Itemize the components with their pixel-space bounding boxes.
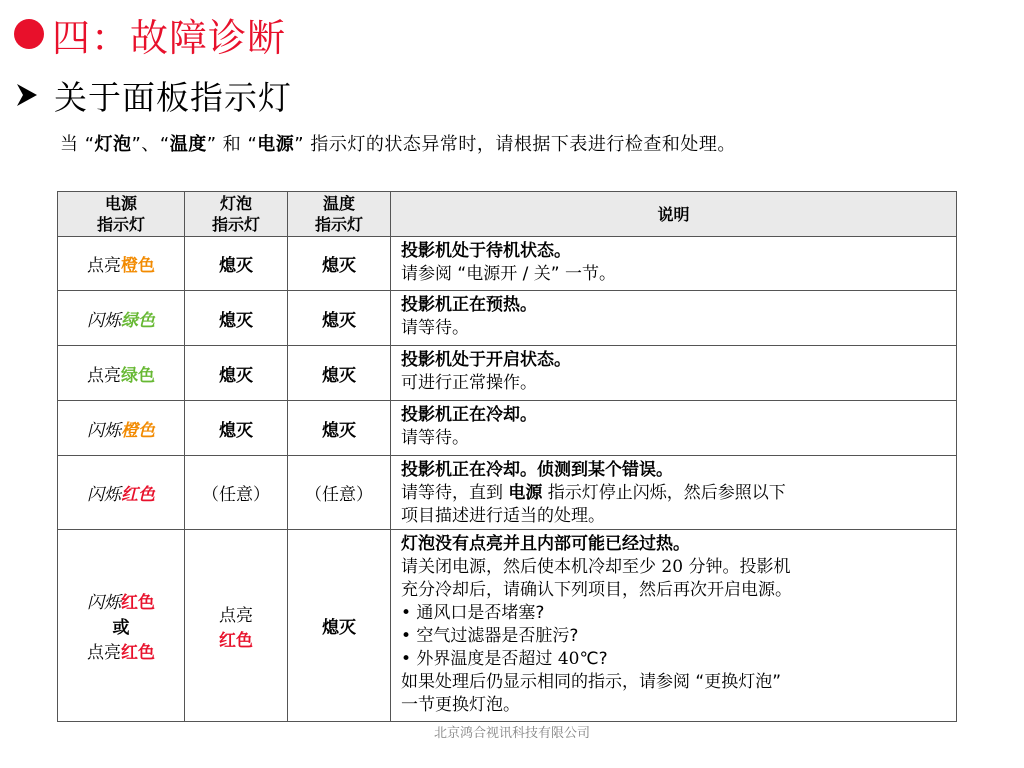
desc-title: 投影机处于待机状态。 [401,241,571,261]
intro-text: 当 “ [60,134,95,155]
header-text: 灯泡 [219,194,252,213]
desc-text: 分钟。投影机 [683,557,791,577]
temp-state-cell: 熄灭 [288,291,391,346]
state-color: 橙色 [121,420,155,441]
desc-line: 项目描述进行适当的处理。 [401,506,605,526]
desc-title: 投影机正在预热。 [401,295,537,315]
desc-line: 请等待。 [401,428,469,448]
desc-line: 充分冷却后，请确认下列项目，然后再次开启电源。 [401,580,792,600]
desc-line [401,482,948,505]
desc-bullet: • 空气过滤器是否脏污? [401,626,579,646]
power-state-cell [58,401,185,456]
desc-title: 投影机正在冷却。侦测到某个错误。 [401,460,673,480]
temp-state-cell: 熄灭 [288,346,391,401]
arrow-right-icon [14,80,40,110]
power-state-cell [58,291,185,346]
desc-text: 指示灯停止闪烁，然后参照以下 [542,483,786,503]
lamp-state-cell: 熄灭 [185,291,288,346]
state-text: 闪烁 [87,310,121,331]
desc-text: 请关闭电源，然后使本机冷却至少 [401,557,662,577]
desc-line: 一节更换灯泡。 [401,695,520,715]
desc-line: 可进行正常操作。 [401,373,537,393]
state-color: 红色 [121,485,155,505]
state-text: 点亮 [219,605,253,626]
slide-subtitle-line [14,70,292,120]
description-cell [391,346,957,401]
description-cell [391,456,957,530]
lamp-state-cell: 熄灭 [185,346,288,401]
state-color: 绿色 [121,365,155,386]
header-text: 指示灯 [211,215,260,234]
intro-lamp: 灯泡 [94,134,132,155]
desc-number: 40 [557,649,580,669]
header-lamp [185,192,288,237]
state-text: 点亮 [87,256,121,276]
desc-line: 如果处理后仍显示相同的指示，请参阅 “更换灯泡” [401,672,782,692]
description-cell [391,530,957,722]
state-text: 闪烁 [87,485,121,505]
state-or: 或 [112,618,130,638]
temp-state-cell: 熄灭 [288,401,391,456]
description-cell [391,401,957,456]
desc-line [401,556,948,579]
desc-title: 投影机正在冷却。 [401,405,537,425]
indicator-table [57,191,957,722]
state-color: 绿色 [121,310,155,331]
table-header-row [58,192,957,237]
desc-title: 灯泡没有点亮并且内部可能已经过热。 [401,534,690,554]
state-color: 橙色 [121,256,155,276]
desc-title: 投影机处于开启状态。 [401,350,571,370]
header-text: 指示灯 [96,215,145,234]
desc-bullet: • 通风口是否堵塞? [401,603,545,623]
header-temp [288,192,391,237]
temp-state-cell: 熄灭 [288,237,391,291]
power-state-cell [58,530,185,722]
lamp-state-cell: 熄灭 [185,401,288,456]
lamp-state-cell: （任意） [185,456,288,530]
red-dot-icon [14,19,44,49]
temp-state-cell: 熄灭 [288,530,391,722]
table-row [58,346,957,401]
power-state-cell [58,456,185,530]
intro-text: ” 和 “ [206,134,258,155]
intro-text: ”、“ [131,134,170,155]
lamp-state-cell: 熄灭 [185,237,288,291]
description-cell [391,237,957,291]
state-text: 点亮 [87,643,121,663]
state-color: 红色 [219,630,253,651]
lamp-state-cell [185,530,288,722]
slide-title-line [14,6,286,62]
desc-number: 20 [661,557,684,577]
table-row [58,456,957,530]
table-row [58,530,957,722]
intro-temp: 温度 [169,134,207,155]
header-text: 温度 [322,194,355,213]
description-cell [391,291,957,346]
slide-subtitle: 关于面板指示灯 [54,77,292,117]
header-power [58,192,185,237]
desc-power-ref: 电源 [508,483,543,503]
header-text: 指示灯 [314,215,363,234]
state-text: 闪烁 [87,420,121,441]
table-row [58,401,957,456]
state-color: 红色 [121,593,155,613]
state-color: 红色 [121,643,155,663]
desc-line: 请等待。 [401,318,469,338]
desc-bullet [401,648,948,671]
power-state-cell [58,237,185,291]
header-text: 电源 [104,194,137,213]
intro-power: 电源 [257,134,295,155]
header-desc: 说明 [391,192,957,237]
footer-company: 北京鸿合视讯科技有限公司 [433,726,590,741]
table-row [58,237,957,291]
desc-line: 请参阅 “电源开 / 关” 一节。 [401,264,616,284]
table-row [58,291,957,346]
power-state-cell [58,346,185,401]
temp-state-cell: （任意） [288,456,391,530]
slide-title: 四：故障诊断 [52,15,287,60]
state-text: 点亮 [87,365,121,386]
desc-text: • 外界温度是否超过 [401,649,558,669]
intro-paragraph [60,130,736,156]
desc-text: ℃? [579,649,608,669]
desc-text: 请等待，直到 [401,483,509,503]
state-text: 闪烁 [87,593,121,613]
intro-text: ” 指示灯的状态异常时，请根据下表进行检查和处理。 [294,134,736,155]
